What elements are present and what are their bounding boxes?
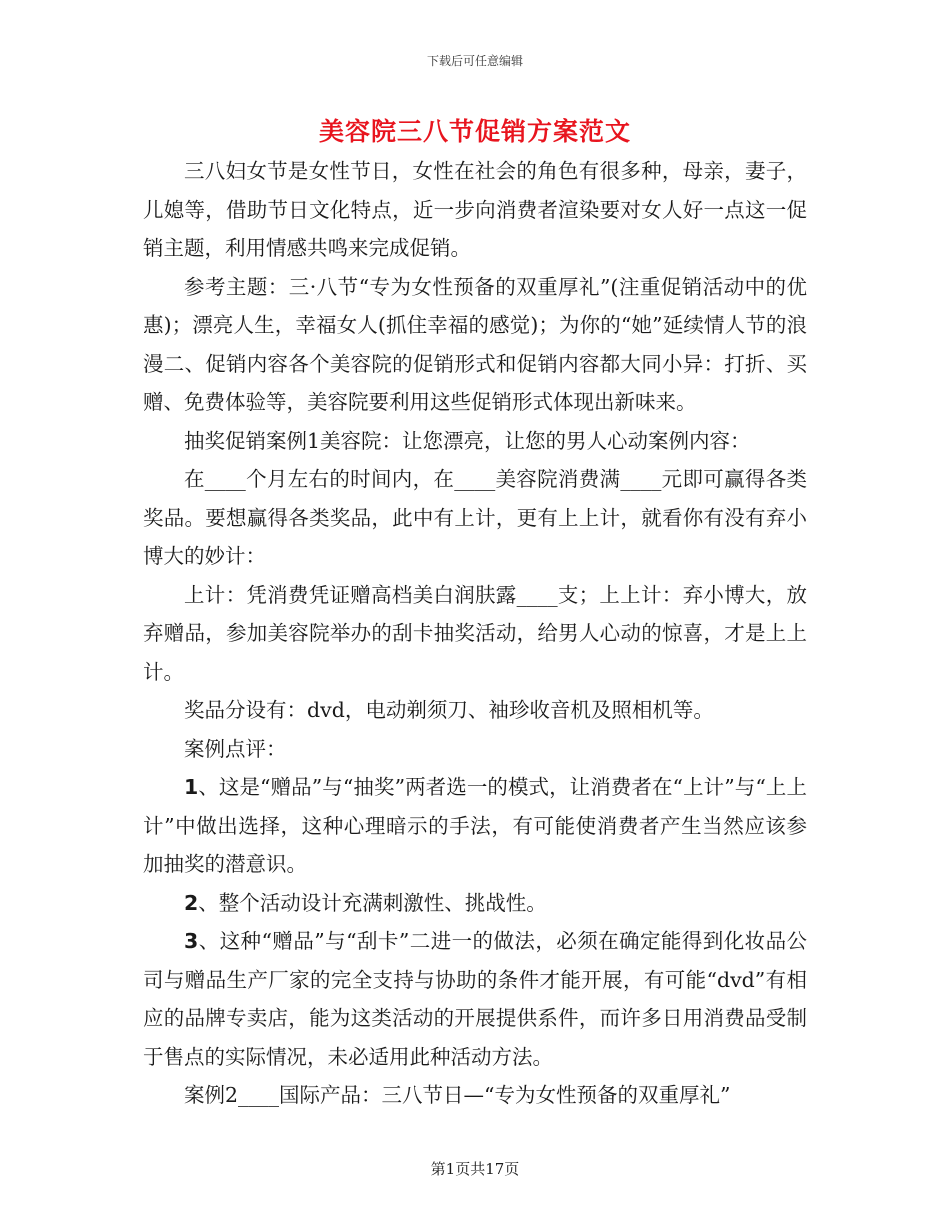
paragraph-review-3 <box>143 922 807 1076</box>
document-body <box>143 152 807 1115</box>
paragraph-intro <box>143 152 807 268</box>
paragraph-review-heading <box>143 730 807 769</box>
paragraph-text: 、这是“赠品”与“抽奖”两者选一的模式，让消费者在“上计”与“上上计”中做出选择，这种心理暗示的手法，有可能使消费者产生当然应该参加抽奖的潜意识。 <box>143 775 807 876</box>
paragraph-case2-heading <box>143 1076 807 1115</box>
paragraph-text: 案例点评： <box>184 736 287 761</box>
paragraph-text: 案例2____国际产品：三八节日—“专为女性预备的双重厚礼” <box>184 1083 731 1107</box>
paragraph-text: 在____个月左右的时间内，在____美容院消费满____元即可赢得各类奖品。要想赢得各类奖品，此中有上计，更有上上计，就看你有没有弃小博大的妙计： <box>143 467 807 568</box>
paragraph-text: 奖品分设有：dvd，电动剃须刀、袖珍收音机及照相机等。 <box>184 698 714 722</box>
paragraph-text: 抽奖促销案例1美容院：让您漂亮，让您的男人心动案例内容： <box>184 428 751 453</box>
list-number: 1 <box>184 775 199 799</box>
page-number: 第1页共17页 <box>430 1160 520 1178</box>
list-number: 3 <box>184 929 199 953</box>
paragraph-text: 三八妇女节是女性节日，女性在社会的角色有很多种，母亲，妻子，儿媳等，借助节日文化特点，近一步向消费者渲染要对女人好一点这一促销主题，利用情感共鸣来完成促销。 <box>143 159 807 260</box>
paragraph-case1-plans <box>143 576 807 692</box>
paragraph-text: 参考主题：三·八节“专为女性预备的双重厚礼”(注重促销活动中的优惠)；漂亮人生，幸福女人(抓住幸福的感觉)；为你的“她”延续情人节的浪漫二、促销内容各个美容院的促销形式和促销内容都大同小异：打折、买赠、免费体验等，美容院要利用这些促销形式体现出新味来。 <box>143 274 807 414</box>
paragraph-prizes <box>143 691 807 730</box>
paragraph-case1-content <box>143 460 807 576</box>
paragraph-review-2 <box>143 884 807 923</box>
page-header-note: 下载后可任意编辑 <box>426 54 523 68</box>
document-title: 美容院三八节促销方案范文 <box>318 117 631 146</box>
paragraph-case1-heading <box>143 422 807 461</box>
paragraph-theme <box>143 268 807 422</box>
list-number: 2 <box>184 890 199 915</box>
paragraph-review-1 <box>143 768 807 884</box>
paragraph-text: 、这种“赠品”与“刮卡”二进一的做法，必须在确定能得到化妆品公司与赠品生产厂家的完全支持与协助的条件才能开展，有可能“dvd”有相应的品牌专卖店，能为这类活动的开展提供系件，而许多日用消费品受制于售点的实际情况，未必适用此种活动方法。 <box>143 929 807 1069</box>
paragraph-text: 、整个活动设计充满刺激性、挑战性。 <box>198 890 547 915</box>
paragraph-text: 上计：凭消费凭证赠高档美白润肤露____支；上上计：弃小博大，放弃赠品，参加美容院举办的刮卡抽奖活动，给男人心动的惊喜，才是上上计。 <box>143 582 807 684</box>
